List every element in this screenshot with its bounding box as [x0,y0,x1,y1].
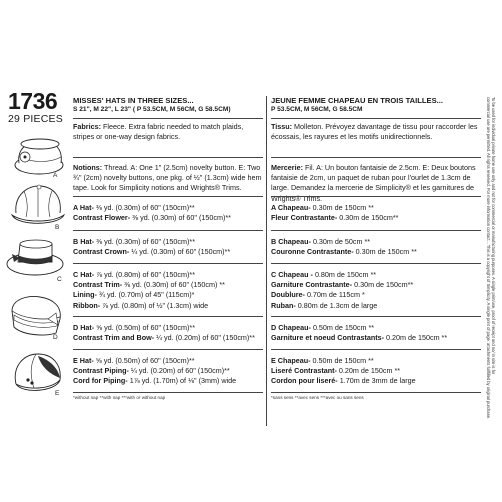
english-rule [73,118,263,119]
french-rule [271,316,481,317]
english-section-e [73,356,263,387]
line-text: 0.50m de 150cm ** [312,323,375,332]
line-text: 0.30m de 150cm** [339,213,399,223]
line-label: Contrast Crown- [73,247,130,257]
english-notions-text: Thread. A: One 1" (2.5cm) novelty button. E: Two ¾" (2cm) novelty buttons, one pkg. of ½" (1.3cm) wide hem tape. Look for Simplicity notions and Wrights® Trims. [73,163,262,193]
hat-letter-b: B [55,224,60,231]
line-text: ⅜ yd. (0.30m) of 60" (150cm)** [95,203,195,212]
hat-a-illustration [5,135,67,179]
line-text: 0.70m de 115cm * [306,290,365,300]
line-label: Liseré Contrastant- [271,366,337,376]
line-label: Garniture et noeud Contrastants- [271,333,385,343]
english-rule [73,263,263,264]
english-c-line [73,301,263,311]
line-label: Cord for Piping- [73,376,128,386]
english-rule [73,349,263,350]
line-label: C Hat- [73,270,95,279]
line-text: ⅞ yd. (0.80m) of ½" (1.3cm) wide [102,300,209,310]
line-label: Contrast Trim and Bow- [73,333,155,343]
french-notions-label: Mercerie: [271,163,303,172]
french-d-line [271,323,481,333]
line-text: ¼ yd. (0.20m) of 60" (150cm)** [156,333,255,343]
french-fabrics [271,122,481,142]
line-text: ⅜ yd. (0.30m) of 60" (150cm) ** [124,280,225,290]
french-c-line [271,301,481,311]
english-section-a [73,203,263,223]
line-text: ¼ yd. (0.30m) of 60" (150cm)** [131,247,231,257]
english-section-d [73,323,263,343]
hat-c-illustration [4,236,66,280]
line-label: Lining- [73,290,97,300]
french-b-line [271,237,481,247]
line-text: ⅞ yd. (0.80m) of 60" (150cm)** [96,270,195,279]
french-a-line [271,203,481,213]
line-label: E Chapeau- [271,356,311,365]
line-text: 0.50m de 150cm ** [312,356,374,365]
line-label: Fleur Contrastante- [271,213,338,223]
french-c-line [271,270,481,280]
english-c-line [73,280,263,290]
english-rule [73,316,263,317]
english-a-line [73,213,263,223]
french-e-line [271,356,481,366]
english-e-line [73,356,263,366]
line-label: B Hat- [73,237,95,246]
english-d-line [73,323,263,333]
line-text: 0.80m de 1.3cm de large [297,300,378,310]
line-text: 0.20m de 150cm ** [338,366,401,376]
hat-letter-d: D [53,334,58,341]
french-rule [271,263,481,264]
legal-line-2: commercial use are permitted. All rights reserved. For more information contact... This is a copyright of Simplicity. A single print of page: attachments fullfilled by original purchase. [486,97,491,420]
english-c-line [73,290,263,300]
english-fabrics-text: Fleece. Extra fabric needed to match plaids, stripes or one-way design fabrics. [73,122,244,142]
line-text: ⅜ yd. (0.30m) of 60" (150cm)** [96,237,195,246]
hat-letter-c: C [57,276,62,283]
english-e-line [73,366,263,376]
french-b-line [271,247,481,257]
line-label: C Chapeau - [271,270,313,279]
french-d-line [271,333,481,343]
line-label: Doublure- [271,290,305,300]
english-e-line [73,376,263,386]
english-fabrics-label: Fabrics: [73,122,101,131]
line-text: ⅝ yd. (0.50m) of 60" (150cm)** [96,323,195,332]
english-b-line [73,247,263,257]
line-label: D Chapeau- [271,323,311,332]
french-rule [271,392,481,393]
column-divider [266,96,267,426]
french-section-c [271,270,481,311]
line-label: Couronne Contrastante- [271,247,354,257]
french-rule [271,349,481,350]
line-label: Contrast Piping- [73,366,129,376]
line-text: ⅝ yd. (0.50m) of 60" (150cm)** [95,356,195,365]
line-text: ⅜ yd. (0.30m) of 60" (150cm)** [132,213,231,223]
line-text: 1⅞ yd. (1.70m) of ⅛" (3mm) wide [129,376,237,386]
english-footnote: *without nap **with nap ***with or without nap [73,395,166,400]
legal-side-lines [486,97,496,427]
line-label: Ribbon- [73,300,101,310]
line-label: E Hat- [73,356,94,365]
line-text: ¾ yd. (0.70m) of 45" (115cm)* [98,290,195,300]
english-sizes: S 21", M 22", L 23" ( P 53.5CM, M 56CM, G 58.5CM) [73,106,231,113]
french-notions-text: Fil. A: Un bouton fantaisie de 2.5cm. E: Deux boutons fantaisie de 2cm, un paquet de ruban pour l'ourlet de 1.3cm de large. Demandez la mercerie de Simplicity® et les garnitures de Wrights® Trims. [271,163,476,203]
line-text: ¼ yd. (0.20m) of 60" (150cm)** [130,366,230,376]
pieces-count: 29 PIECES [8,113,63,125]
french-title: JEUNE FEMME CHAPEAU EN TROIS TAILLES... [271,96,443,105]
french-footnote: *sans sens **avec sens ***avec ou sans sens [271,395,364,400]
english-rule [73,157,263,158]
french-fabrics-label: Tissu: [271,122,293,131]
french-section-e [271,356,481,387]
line-text: 0.30m de 50cm ** [312,237,371,246]
english-fabrics [73,122,263,142]
line-label: Contrast Trim- [73,280,123,290]
hat-letter-e: E [55,390,60,397]
pattern-number: 1736 [8,88,58,114]
line-text: 0.20m de 150cm ** [386,333,448,343]
french-e-line [271,376,481,386]
line-label: Garniture Contrastante- [271,280,353,290]
line-label: Cordon pour liseré- [271,376,338,386]
french-c-line [271,290,481,300]
english-a-line [73,203,263,213]
hat-letter-a: A [53,172,58,179]
french-section-a [271,203,481,223]
english-title: MISSES' HATS IN THREE SIZES... [73,96,194,105]
line-text: 0.80m de 150cm ** [314,270,377,279]
english-section-b [73,237,263,257]
line-label: B Chapeau- [271,237,311,246]
french-section-d [271,323,481,343]
english-notions [73,163,263,194]
french-sizes: P 53.5CM, M 56CM, G 58.5CM [271,106,363,113]
english-b-line [73,237,263,247]
english-rule [73,392,263,393]
english-rule [73,230,263,231]
line-label: Ruban- [271,300,296,310]
french-rule [271,118,481,119]
line-text: 0.30m de 150cm ** [312,203,374,212]
line-text: 1.70m de 3mm de large [339,376,416,386]
french-rule [271,230,481,231]
french-a-line [271,213,481,223]
line-label: Contrast Flower- [73,213,131,223]
line-text: 0.30m de 150cm ** [355,247,417,257]
french-section-b [271,237,481,257]
english-c-line [73,270,263,280]
french-e-line [271,366,481,376]
line-label: A Chapeau- [271,203,311,212]
line-text: 0.30m de 150cm** [354,280,414,290]
french-notions [271,163,481,204]
line-label: A Hat- [73,203,94,212]
english-rule [73,196,263,197]
line-label: D Hat- [73,323,95,332]
french-c-line [271,280,481,290]
french-fabrics-text: Molleton. Prévoyez davantage de tissu pour raccorder les écossais, les rayures et les motifs unidirectionnels. [271,122,478,142]
legal-line-1: To be used for individual private home use only and not for commercial or manufacturing purposes. A single print/use, proof of receipt and no/ in site is for [491,97,496,375]
french-rule [271,157,481,158]
english-d-line [73,333,263,343]
english-section-c [73,270,263,311]
english-notions-label: Notions: [73,163,103,172]
legal-side-text [486,97,496,427]
french-rule [271,196,481,197]
